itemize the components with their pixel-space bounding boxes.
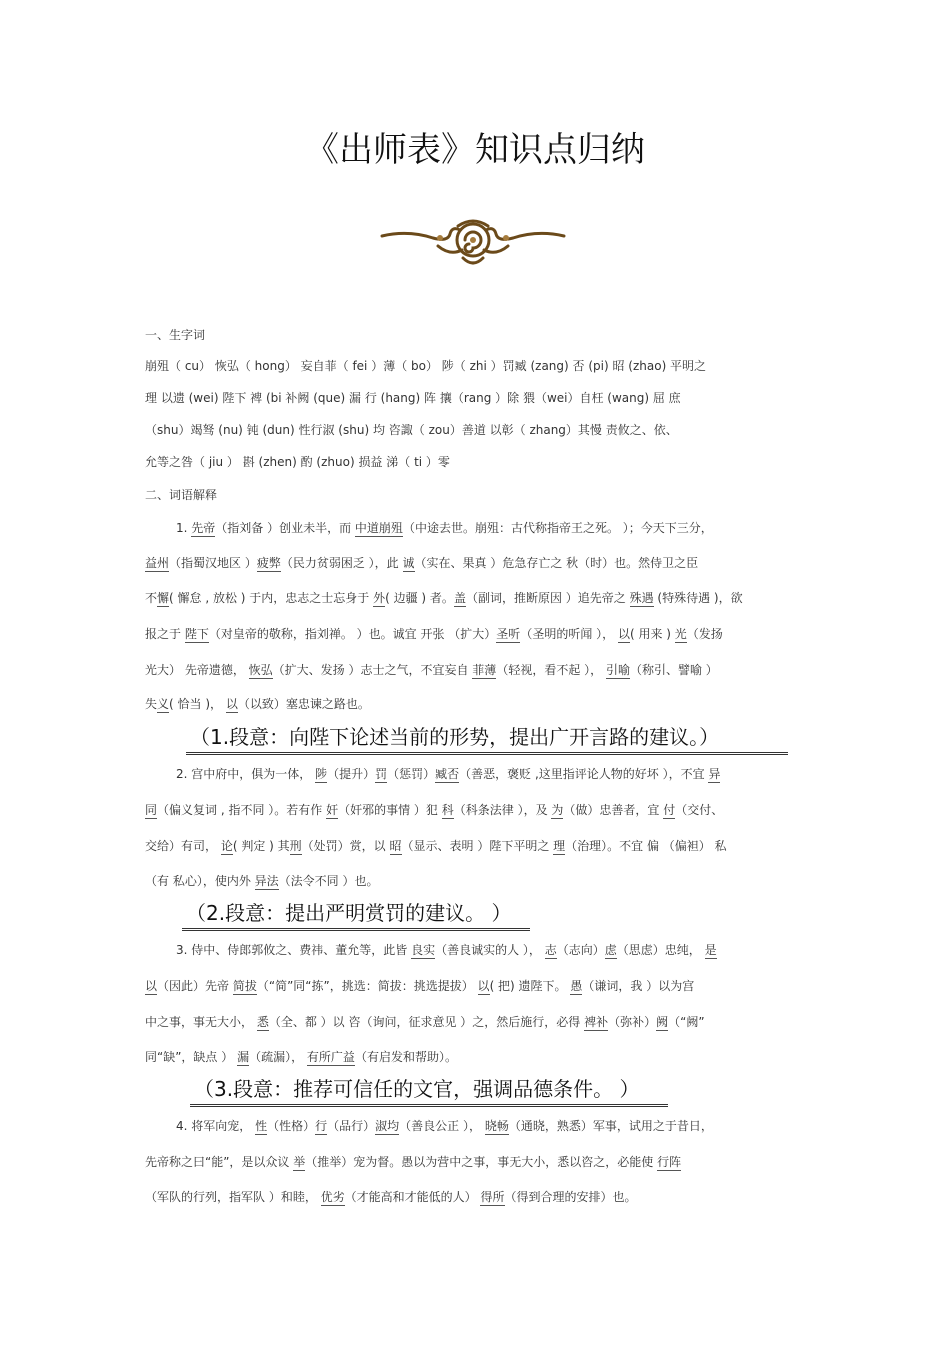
key-term: 阙 (656, 1015, 669, 1029)
paragraph-line: （有 私心），使内外 异法（法令不同 ）也。 (145, 874, 379, 888)
key-term: 良实 (411, 943, 436, 957)
key-term: 中道崩殂 (354, 521, 403, 535)
vocab-line: （shu）竭驽 (nu) 钝 (dun) 性行淑 (shu) 均 咨諏（ zou）善道 以彰（ zhang）其慢 责攸之、依、 (145, 423, 678, 437)
key-term: 引喻 (605, 663, 630, 677)
key-term: 圣听 (496, 627, 521, 641)
paragraph-line: 同“缺”，缺点 ） 漏（疏漏）， 有所广益（有启发和帮助）。 (145, 1050, 457, 1064)
key-term: 简拔 (232, 979, 257, 993)
paragraph-summary: （2.段意：提出严明赏罚的建议。 ） (182, 900, 530, 931)
key-term: 淑均 (375, 1119, 400, 1133)
paragraph-summary: （1.段意：向陛下论述当前的形势，提出广开言路的建议。） (186, 724, 788, 755)
key-term: 懈 (157, 591, 170, 605)
key-term: 罚 (375, 767, 388, 781)
paragraph-line: 以（因此）先帝 简拔（“简”同“拣”，挑选：简拔：挑选提拔） 以( 把) 遗陛下。 愚（谦词，我 ）以为宫 (145, 979, 695, 993)
key-term: 优劣 (320, 1190, 345, 1204)
key-term: 得所 (480, 1190, 505, 1204)
paragraph-line: 中之事，事无大小， 悉（全、都 ）以 咨（询问，征求意见 ）之，然后施行，必得 裨补（弥补）阙（“阙” (145, 1015, 705, 1029)
key-term: 殊遇 (629, 591, 654, 605)
section-heading-vocabulary: 一、生字词 (145, 328, 206, 342)
key-term: 诚 (402, 556, 415, 570)
key-term: 臧否 (435, 767, 460, 781)
key-term: 是 (704, 943, 717, 957)
key-term: 光 (674, 627, 687, 641)
paragraph-line: 益州（指蜀汉地区 ）疲弊（民力贫弱困乏 ），此 诚（实在、果真 ）危急存亡之 秋（时）也。然侍卫之臣 (145, 556, 699, 570)
key-term: 性 (255, 1119, 268, 1133)
key-term: 同 (145, 803, 158, 817)
key-term: 益州 (145, 556, 170, 570)
key-term: 陛下 (184, 627, 209, 641)
paragraph-line: 光大） 先帝遗德， 恢弘（扩大、发扬 ）志士之气，不宜妄自 菲薄（轻视，看不起 ）， 引喻（称引、譬喻 ） (145, 663, 718, 677)
key-term: 以 (617, 627, 630, 641)
key-term: 以 (477, 979, 490, 993)
key-term: 愚 (570, 979, 583, 993)
key-term: 科 (441, 803, 454, 817)
key-term: 裨补 (584, 1015, 609, 1029)
key-term: 悉 (256, 1015, 269, 1029)
key-term: 先帝 (191, 521, 216, 535)
vocab-line: 理 以遗 (wei) 陛下 裨 (bi 补阙 (que) 漏 行 (hang) 阵 攘（rang ）除 猥（wei）自枉 (wang) 屈 庶 (145, 391, 681, 405)
vocab-line: 崩殂（ cu） 恢弘（ hong） 妄自菲（ fei ）薄（ bo） 陟（ zhi ）罚臧 (zang) 否 (pi) 昭 (zhao) 平明之 (145, 359, 707, 373)
key-term: 举 (293, 1155, 306, 1169)
key-term: 刑 (289, 839, 302, 853)
paragraph-line: （军队的行列，指军队 ）和睦， 优劣（才能高和才能低的人） 得所（得到合理的安排）也。 (145, 1190, 637, 1204)
vocab-line: 允等之咎（ jiu ） 斟 (zhen) 酌 (zhuo) 损益 涕（ ti ）零 (145, 455, 450, 469)
key-term: 晓畅 (484, 1119, 509, 1133)
document-title: 《出师表》知识点归纳 (305, 130, 645, 170)
key-term: 异 (708, 767, 721, 781)
key-term: 异法 (254, 874, 279, 888)
decorative-ornament (378, 212, 568, 272)
key-term: 恢弘 (248, 663, 273, 677)
paragraph-line: 4. 将军向宠， 性（性格）行（品行）淑均（善良公正 ）， 晓畅（通晓，熟悉）军事，试用之于昔日， (176, 1119, 713, 1133)
paragraph-line: 2. 宫中府中，俱为一体， 陟（提升）罚（惩罚）臧否（善恶，褒贬 ,这里指评论人物的好坏 ），不宜 异 (176, 767, 721, 781)
key-term: 付 (663, 803, 676, 817)
key-term: 论 (220, 839, 233, 853)
key-term: 疲弊 (256, 556, 281, 570)
paragraph-line: 交给）有司， 论( 判定 ) 其刑（处罚）赏，以 昭（显示、表明 ）陛下平明之 理（治理）。不宜 偏 （偏袒） 私 (145, 839, 727, 853)
paragraph-summary: （3.段意：推荐可信任的文官，强调品德条件。 ） (190, 1076, 668, 1107)
key-term: 志 (544, 943, 557, 957)
key-term: 菲薄 (472, 663, 497, 677)
section-heading-word-explanation: 二、词语解释 (145, 488, 218, 502)
key-term: 奸 (326, 803, 339, 817)
paragraph-line: 失义( 恰当 )， 以（以致）塞忠谏之路也。 (145, 697, 370, 711)
paragraph-line: 报之于 陛下（对皇帝的敬称，指刘禅。 ）也。诚宜 开张 （扩大）圣听（圣明的听闻 ）， 以( 用来 ) 光（发扬 (145, 627, 723, 641)
key-term: 以 (225, 697, 238, 711)
paragraph-line: 3. 侍中、侍郎郭攸之、费祎、董允等，此皆 良实（善良诚实的人 ）， 志（志向）虑（思虑）忠纯， 是 (176, 943, 717, 957)
key-term: 漏 (237, 1050, 250, 1064)
key-term: 行 (315, 1119, 328, 1133)
key-term: 昭 (389, 839, 402, 853)
key-term: 陟 (315, 767, 328, 781)
key-term: 盖 (453, 591, 466, 605)
paragraph-line: 不懈( 懈怠 , 放松 ) 于内，忠志之士忘身于 外( 边疆 ) 者。盖（副词，推断原因 ）追先帝之 殊遇 (特殊待遇 )，欲 (145, 591, 743, 605)
paragraph-line: 先帝称之曰“能”，是以众议 举（推举）宠为督。愚以为营中之事，事无大小，悉以咨之，必能使 行阵 (145, 1155, 682, 1169)
key-term: 为 (551, 803, 564, 817)
key-term: 行阵 (657, 1155, 682, 1169)
key-term: 义 (157, 697, 170, 711)
paragraph-line: 1. 先帝（指刘备 ）创业未半，而 中道崩殂（中途去世。崩殂：古代称指帝王之死。 ）；今天下三分， (176, 521, 713, 535)
paragraph-line: 同（偏义复词 , 指不同 ）。若有作 奸（奸邪的事情 ）犯 科（科条法律 ），及 为（做）忠善者，宜 付（交付、 (145, 803, 724, 817)
key-term: 有所广益 (306, 1050, 355, 1064)
key-term: 理 (553, 839, 566, 853)
key-term: 以 (145, 979, 158, 993)
key-term: 外 (373, 591, 386, 605)
key-term: 虑 (604, 943, 617, 957)
